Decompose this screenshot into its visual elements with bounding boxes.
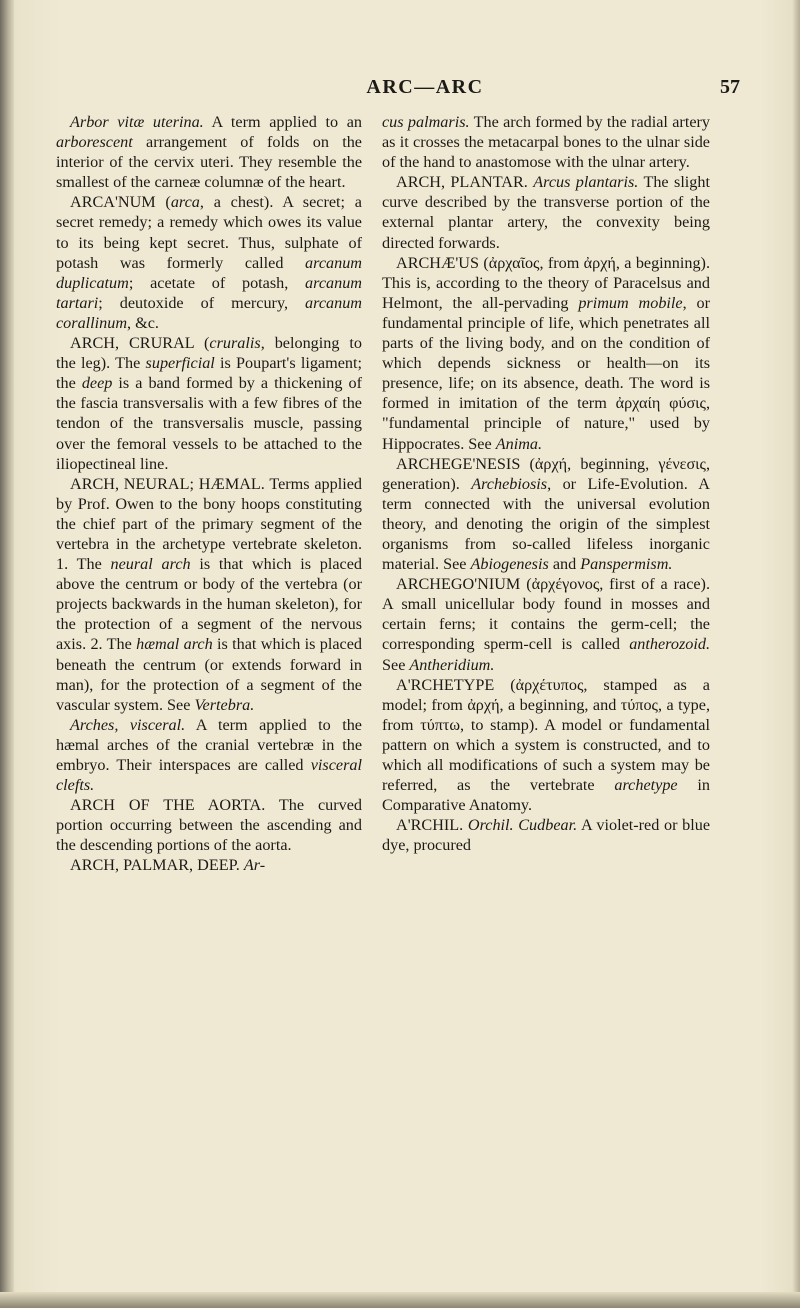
entry-italic-text: hæmal arch — [136, 635, 213, 654]
entry-text: is that which is placed above the centrum or body of the vertebra (or projects backwards in the human skeleton), for the protection of a segment of the nervous axis. 2. The — [56, 555, 363, 654]
entry-text: ARCA'NUM ( — [70, 193, 171, 212]
entry-arcanum — [56, 192, 362, 333]
entry-text: ARCH OF THE AORTA. The curved portion occurring between the ascending and the descending portions of the aorta. — [56, 796, 362, 855]
page-number: 57 — [720, 76, 740, 98]
entry-italic-text: cus palmaris. — [382, 113, 470, 131]
entry-text: A'RCHIL. — [396, 816, 468, 835]
entry-text: in Comparative Anatomy. — [382, 776, 710, 815]
entry-text: ARCHÆ'US (ἀρχαῖος, from ἀρχή, a beginning). This is, according to the theory of Paracelsus and Helmont, the all-pervading — [382, 253, 710, 312]
right-column — [382, 112, 710, 855]
left-column — [56, 112, 362, 876]
entry-text: , belonging to the leg). The — [56, 334, 362, 373]
entry-italic-text: arcanum duplicatum — [56, 253, 362, 292]
entry-text: ; deutoxide of mercury, — [98, 293, 306, 312]
entry-italic-text: arca — [170, 193, 200, 212]
entry-italic-text: Arbor vitæ uterina. — [70, 113, 204, 131]
entry-italic-text: neural arch — [110, 555, 191, 574]
entry-text: , or fundamental principle of life, which penetrates all parts of the living body, and on the condition of which depends sickness or health—on its presence, life; on its absence, death. The word is formed in imitation of the term ἀρχαίη φύσις, "fundamental principle of nature," used by Hippocrates. See — [382, 293, 710, 453]
entry-italic-text: Orchil. Cudbear. — [467, 816, 578, 835]
entry-text: ; acetate of potash, — [128, 273, 306, 292]
entry-italic-text: primum mobile — [578, 293, 683, 312]
entry-italic-text: archetype — [614, 776, 678, 795]
entry-text: A term applied to the hæmal arches of the cranial vertebræ in the embryo. Their interspaces are called — [56, 715, 362, 774]
entry-text: ARCHEGE'NESIS (ἀρχή, beginning, γένεσις, generation). — [382, 454, 710, 493]
page-header — [60, 76, 790, 106]
entry-italic-text: antherozoid. — [629, 635, 710, 654]
entry-arch-plantar — [382, 172, 710, 252]
entry-archetype — [382, 675, 710, 816]
entry-archegonium — [382, 574, 710, 674]
page-bottom-edge — [0, 1292, 800, 1308]
entry-italic-text: Antheridium. — [409, 655, 495, 674]
entry-text: , or Life-Evolution. A term connected with the universal evolution theory, and denoting the origin of the simplest organisms from so-called lifeless inorganic material. See — [382, 474, 710, 574]
entry-italic-text: Anima. — [495, 434, 543, 453]
entry-italic-text: Archebiosis — [471, 474, 548, 493]
entry-text: and — [548, 555, 581, 574]
entry-text: arrangement of folds on the interior of the cervix uteri. They resemble the smallest of the carneæ columnæ of the heart. — [56, 133, 362, 192]
entry-italic-text: deep — [81, 374, 113, 393]
entry-text: , a chest). A secret; a secret remedy; a remedy which owes its value to its being kept secret. Thus, sulphate of potash was formerly called — [56, 193, 362, 272]
entry-italic-text: arcanum corallinum — [56, 293, 362, 332]
running-head: ARC—ARC — [366, 76, 484, 98]
entry-archil — [382, 815, 710, 855]
entry-italic-text: arcanum tartari — [56, 273, 362, 312]
entry-italic-text: Panspermism. — [580, 555, 673, 574]
entry-archegenesis — [382, 454, 710, 575]
entry-text: See — [382, 655, 410, 674]
page-binding-shadow — [0, 0, 14, 1308]
page-edge — [792, 0, 800, 1308]
entry-italic-text: Vertebra. — [194, 695, 255, 714]
entry-text: is a band formed by a thickening of the fascia transversalis with a few fibres of the tendon of the transversalis muscle, passing over the femoral vessels to be attached to the iliopectineal line. — [56, 374, 362, 473]
entry-italic-text: arborescent — [56, 133, 133, 152]
entry-italic-text: superficial — [145, 354, 215, 373]
entry-italic-text: Ar- — [243, 856, 266, 875]
entry-italic-text: Arches, visceral. — [70, 715, 186, 734]
entry-arch-neural-haemal — [56, 474, 362, 715]
entry-italic-text: visceral clefts. — [56, 756, 362, 795]
entry-text: The slight curve described by the transverse portion of the external plantar artery, the convexity being directed forwards. — [382, 173, 710, 252]
entry-archaeus — [382, 253, 710, 454]
entry-text: ARCH, CRURAL ( — [70, 334, 210, 353]
entry-arcus-palmaris-continued — [382, 112, 710, 172]
entry-text: ARCHEGO'NIUM (ἀρχέγονος, first of a race). A small unicellular body found in mosses and certain ferns; it contains the germ-cell; the corresponding sperm-cell is called — [382, 575, 710, 654]
entry-arch-of-aorta — [56, 795, 362, 855]
entry-text: ARCH, PLANTAR. — [396, 173, 534, 192]
entry-text: , &c. — [127, 313, 159, 332]
entry-text: A'RCHETYPE (ἀρχέτυπος, stamped as a model; from ἀρχή, a beginning, and τύπος, a type, from τύπτω, to stamp). A model or fundamental pattern on which a system is constructed, and to which all modifications of such a system may be referred, as the vertebrate — [382, 675, 710, 795]
entry-text: The arch formed by the radial artery as it crosses the metacarpal bones to the ulnar side of the hand to anastomose with the ulnar artery. — [382, 113, 710, 172]
entry-arch-crural — [56, 333, 362, 474]
entry-italic-text: Abiogenesis — [470, 555, 549, 574]
entry-italic-text: Arcus plantaris. — [533, 173, 639, 192]
entry-arch-palmar — [56, 855, 362, 875]
entry-arches-visceral — [56, 715, 362, 795]
entry-text: A term applied to an — [203, 113, 362, 131]
entry-text: is that which is placed beneath the centrum (or extends forward in man), for the protection of a segment of the vascular system. See — [56, 635, 363, 714]
entry-text: is Poupart's ligament; the — [56, 354, 362, 393]
entry-arbor-vitae — [56, 112, 362, 192]
entry-text: A violet-red or blue dye, procured — [382, 816, 710, 855]
entry-text: ARCH, NEURAL; HÆMAL. Terms applied by Prof. Owen to the bony hoops constituting the chief part of the primary segment of the vertebra in the archetype vertebrate skeleton. 1. The — [56, 474, 362, 574]
entry-italic-text: cruralis — [209, 334, 261, 353]
entry-text: ARCH, PALMAR, DEEP. — [70, 856, 244, 875]
